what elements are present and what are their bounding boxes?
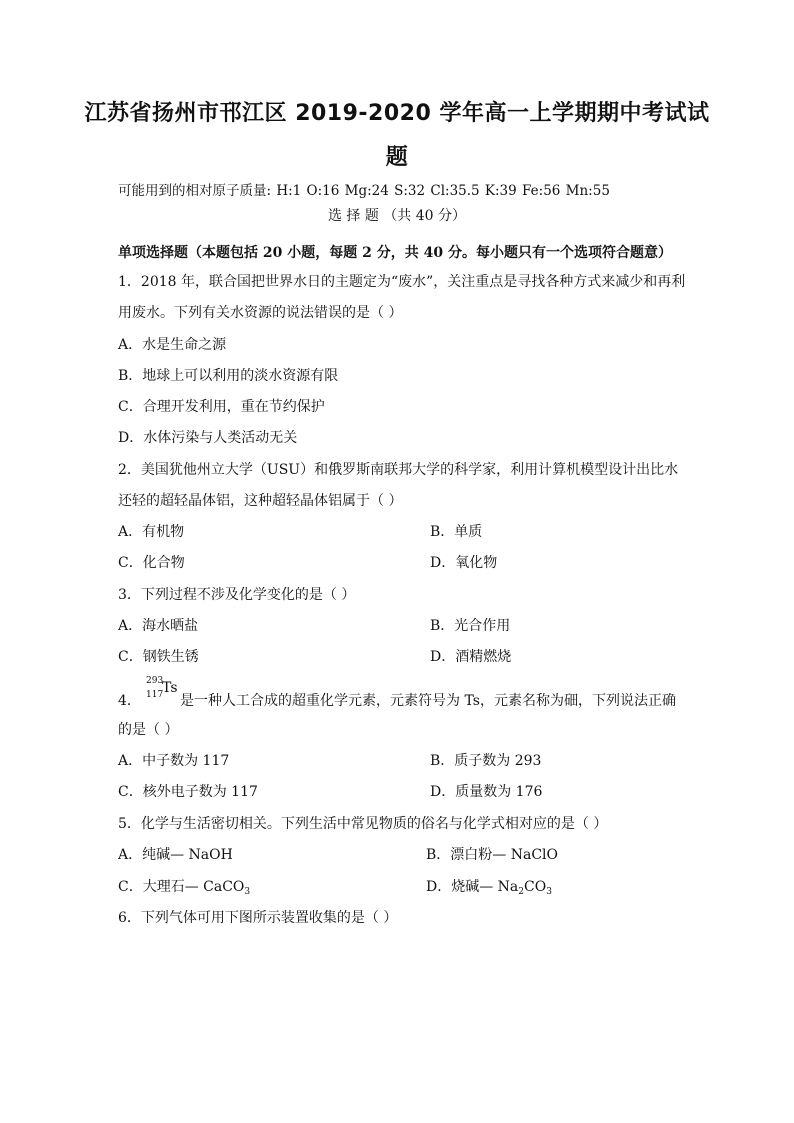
section-header: 选 择 题 （共 40 分） (327, 208, 467, 224)
q1-stem-line1: 1．2018 年，联合国把世界水日的主题定为“废水”，关注重点是寻找各种方式来减少和再利 (118, 274, 686, 290)
q4-option-b: B．质子数为 293 (430, 753, 542, 769)
q5-option-c: C．大理石— CaCO$_3$ (118, 879, 251, 897)
exam-title-line1: 江苏省扬州市邗江区 2019-2020 学年高一上学期期中考试试 (84, 101, 710, 126)
q2-option-c: C．化合物 (118, 555, 185, 571)
q4-option-a: A．中子数为 117 (118, 753, 230, 769)
q5-stem: 5．化学与生活密切相关。下列生活中常见物质的俗名与化学式相对应的是（ ） (118, 816, 608, 832)
q4-nuclide-notation (118, 674, 178, 714)
q3-option-d: D．酒精燃烧 (430, 649, 512, 665)
q5-option-b: B．漂白粉— NaClO (426, 847, 559, 863)
section-instructions: 单项选择题（本题包括 20 小题，每题 2 分，共 40 分。每小题只有一个选项符合题意） (118, 245, 672, 261)
q4-mass-number: 293 (146, 676, 164, 686)
q1-option-c: C．合理开发利用，重在节约保护 (118, 399, 325, 415)
q2-option-a: A．有机物 (118, 524, 185, 540)
atomic-masses: 可能用到的相对原子质量: H:1 O:16 Mg:24 S:32 Cl:35.5 K:39 Fe:56 Mn:55 (118, 183, 610, 199)
q2-option-d: D．氧化物 (430, 555, 498, 571)
q4-atomic-number: 117 (146, 690, 164, 700)
q3-option-a: A．海水晒盐 (118, 618, 199, 634)
q4-element-symbol: Ts (162, 680, 178, 696)
q3-stem: 3．下列过程不涉及化学变化的是（ ） (118, 587, 356, 603)
q4-option-d: D．质量数为 176 (430, 784, 543, 800)
q5-option-d: D．烧碱— $Na_2CO_3$ (426, 879, 552, 897)
q4-option-c: C．核外电子数为 117 (118, 784, 258, 800)
q6-stem: 6．下列气体可用下图所示装置收集的是（ ） (118, 910, 398, 926)
q1-option-a: A．水是生命之源 (118, 337, 227, 353)
q2-stem-line2: 还轻的超轻晶体铝，这种超轻晶体铝属于（ ） (118, 493, 403, 509)
q1-option-d: D．水体污染与人类活动无关 (118, 430, 298, 446)
exam-title-line2: 题 (385, 145, 409, 170)
q4-number: 4． (118, 693, 141, 709)
q3-option-b: B．光合作用 (430, 618, 511, 634)
q4-stem-line2: 的是（ ） (118, 722, 179, 738)
q3-option-c: C．钢铁生锈 (118, 649, 199, 665)
q1-stem-line2: 用废水。下列有关水资源的说法错误的是（ ） (118, 305, 403, 321)
q5-option-a: A．纯碱— NaOH (118, 847, 233, 863)
q2-option-b: B．单质 (430, 524, 483, 540)
q4-stem-line1: 是一种人工合成的超重化学元素，元素符号为 Ts，元素名称为鿬，下列说法正确 (180, 693, 676, 709)
q2-stem-line1: 2．美国犹他州立大学（USU）和俄罗斯南联邦大学的科学家，利用计算机模型设计出比水 (118, 462, 679, 478)
q1-option-b: B．地球上可以利用的淡水资源有限 (118, 368, 339, 384)
